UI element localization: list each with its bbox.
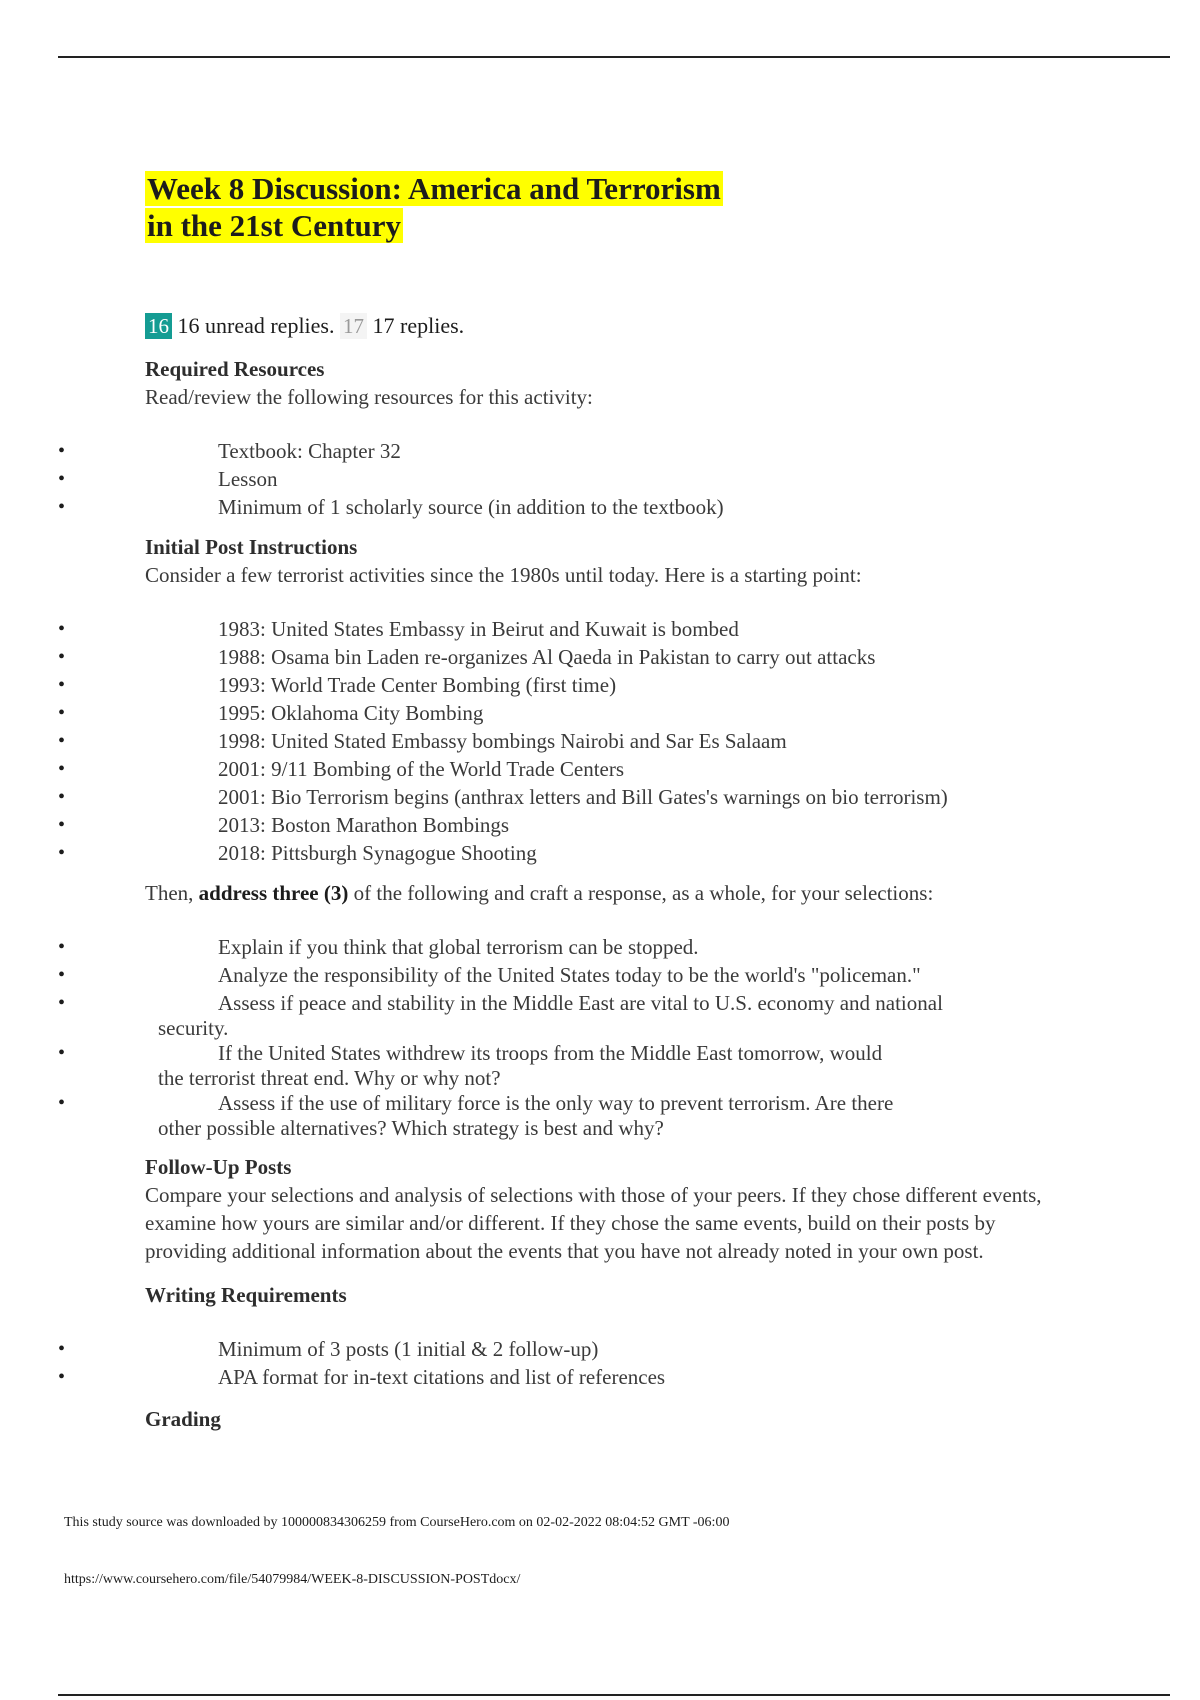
top-rule [58,56,1170,58]
list-item: • 1995: Oklahoma City Bombing [58,699,1145,727]
prompt-text: • If the United States withdrew its troops from the Middle East tomorrow, would [218,1041,883,1065]
prompt-text-continued: other possible alternatives? Which strategy is best and why? [158,1116,664,1140]
initial-post-heading: Initial Post Instructions [145,535,358,559]
grading-heading: Grading [145,1407,221,1431]
source-url[interactable]: https://www.coursehero.com/file/54079984/WEEK-8-DISCUSSION-POSTdocx/ [64,1572,521,1587]
writing-list [145,1335,1145,1391]
prompt-text: Analyze the responsibility of the United States today to be the world's "policeman." [218,963,921,987]
list-item [58,989,1145,1039]
bottom-rule [58,1694,1170,1696]
then-prefix: Then, [145,881,199,905]
prompt-text: Explain if you think that global terrorism can be stopped. [218,935,699,959]
then-instruction [145,879,1145,907]
unread-text: 16 unread replies. [177,313,335,338]
list-item: • Minimum of 3 posts (1 initial & 2 follow-up) [58,1335,1145,1363]
list-item: • 1993: World Trade Center Bombing (first time) [58,671,1145,699]
list-item: • 2018: Pittsburgh Synagogue Shooting [58,839,1145,867]
list-item: • APA format for in-text citations and list of references [58,1363,1145,1391]
download-note: This study source was downloaded by 100000834306259 from CourseHero.com on 02-02-2022 08:04:52 GMT -06:00 [64,1515,730,1530]
list-item: • 2001: 9/11 Bombing of the World Trade Centers [58,755,1145,783]
resources-list [145,437,1145,521]
list-item [58,933,1145,961]
title-line-2: in the 21st Century [147,208,402,243]
list-item: • 2013: Boston Marathon Bombings [58,811,1145,839]
follow-up-body: Compare your selections and analysis of selections with those of your peers. If they chose different events, examine how yours are similar and/or different. If they chose the same events, build on their posts by providing additional information about the events that you have not already noted in your own post. [145,1183,1042,1263]
list-item: • 1983: United States Embassy in Beirut and Kuwait is bombed [58,615,1145,643]
prompt-text: • Assess if peace and stability in the Middle East are vital to U.S. economy and national [218,991,943,1015]
list-item: • 1998: United Stated Embassy bombings Nairobi and Sar Es Salaam [58,727,1145,755]
prompt-text-continued: the terrorist threat end. Why or why not? [158,1066,501,1090]
page-title [145,170,1145,244]
list-item [58,1039,1145,1089]
list-item [58,1089,1145,1139]
required-resources-intro: Read/review the following resources for this activity: [145,385,593,409]
prompt-text-continued: security. [158,1016,229,1040]
required-resources-heading: Required Resources [145,357,325,381]
list-item: • Textbook: Chapter 32 [58,437,1145,465]
writing-requirements-heading: Writing Requirements [145,1283,347,1307]
list-item [58,961,1145,989]
events-list [145,615,1145,867]
follow-up-heading: Follow-Up Posts [145,1155,292,1179]
document-body [145,170,1145,1433]
prompts-list [145,933,1145,1139]
then-suffix: of the following and craft a response, as a whole, for your selections: [348,881,934,905]
list-item: • Lesson [58,465,1145,493]
total-text: 17 replies. [372,313,465,338]
list-item: • 2001: Bio Terrorism begins (anthrax letters and Bill Gates's warnings on bio terrorism) [58,783,1145,811]
reply-counts [145,311,1145,341]
list-item: • Minimum of 1 scholarly source (in addition to the textbook) [58,493,1145,521]
list-item: • 1988: Osama bin Laden re-organizes Al Qaeda in Pakistan to carry out attacks [58,643,1145,671]
initial-post-intro: Consider a few terrorist activities since the 1980s until today. Here is a starting point: [145,563,862,587]
title-line-1: Week 8 Discussion: America and Terrorism [147,171,721,206]
prompt-text: • Assess if the use of military force is the only way to prevent terrorism. Are there [218,1091,894,1115]
total-badge[interactable]: 17 [340,313,367,339]
unread-badge[interactable]: 16 [145,313,172,339]
then-bold: address three (3) [198,881,349,905]
